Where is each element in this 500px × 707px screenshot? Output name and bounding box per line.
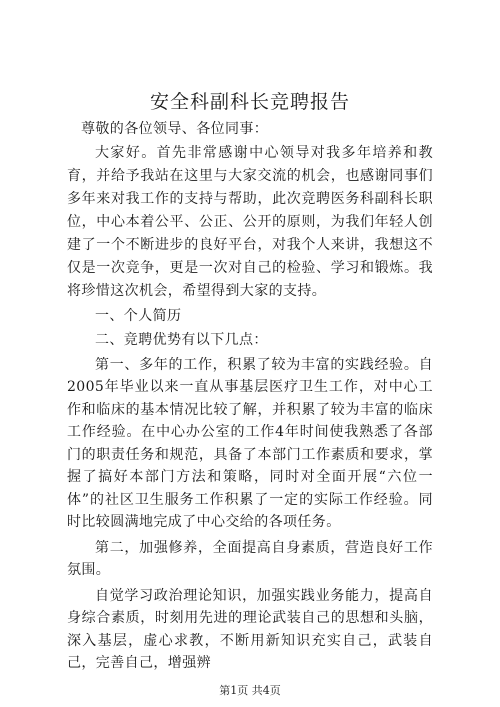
paragraph-intro: 大家好。首先非常感谢中心领导对我多年培养和教育，并给予我站在这里与大家交流的机会，也感谢同事们多年来对我工作的支持与帮助，此次竞聘医务科副科长职位，中心本着公平、公正、公开的原则，为我们年轻人创建了一个不断进步的良好平台，对我个人来讲，我想这不仅是一次竞争，更是一次对自己的检验、学习和锻炼。我将珍惜这次机会，希望得到大家的支持。: [67, 144, 433, 299]
section-heading-resume: 一、个人简历: [95, 307, 182, 324]
paragraph-self-study: 自觉学习政治理论知识，加强实践业务能力，提高自身综合素质，时刻用先进的理论武装自己的思想和头脑，深入基层，虚心求教，不断用新知识充实自己，武装自己，完善自己，增强辨: [67, 587, 433, 671]
paragraph-first-advantage: 第一、多年的工作，积累了较为丰富的实践经验。自2005年毕业以来一直从事基层医疗卫生工作，对中心工作和临床的基本情况比较了解，并积累了较为丰富的临床工作经验。在中心办公室的工作4年时间使我熟悉了各部门的职责任务和规范，具备了本部门工作素质和要求，掌握了搞好本部门方法和策略，同时对全面开展“六位一体”的社区卫生服务工作积累了一定的实际工作经验。同时比较圆满地完成了中心交给的各项任务。: [67, 356, 433, 530]
page-number-footer: 第1页 共4页: [219, 684, 281, 697]
section-heading-advantages: 二、竞聘优势有以下几点：: [95, 332, 268, 348]
document-title: 安全科副科长竞聘报告: [149, 91, 350, 113]
paragraph-second-advantage: 第二，加强修养，全面提高自身素质，营造良好工作氛围。: [67, 539, 433, 578]
document-body: [67, 118, 433, 675]
salutation: 尊敬的各位领导、各位同事：: [81, 121, 269, 137]
